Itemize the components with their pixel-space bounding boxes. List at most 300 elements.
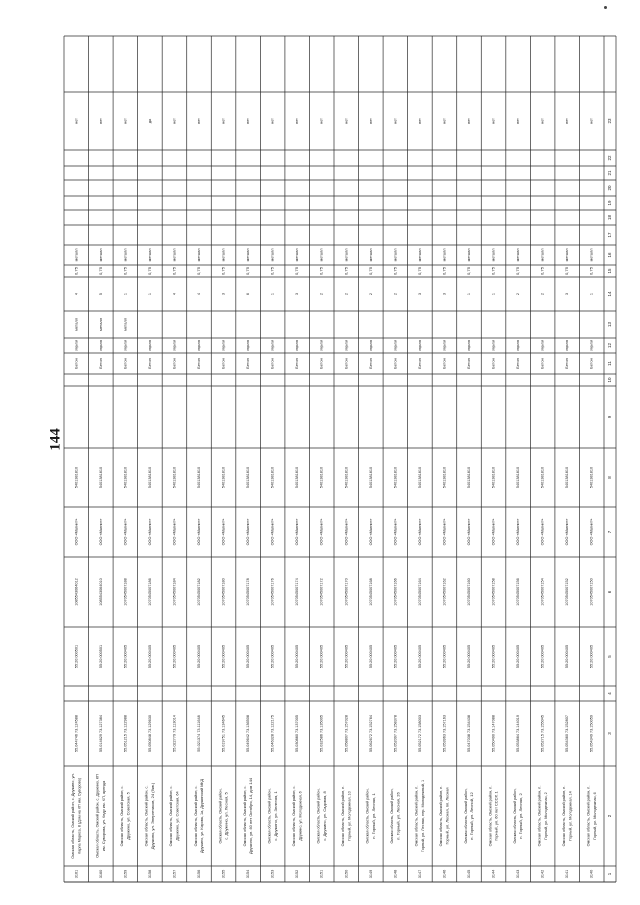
table-cell: нет	[319, 118, 324, 124]
table-cell: открытая	[393, 334, 398, 351]
table-cell: ООО «Магнит»	[368, 518, 373, 546]
table-cell: нет	[442, 118, 447, 124]
address-cell: Дружино, ул. Энергетиков, 24 (9кв.)	[151, 790, 156, 850]
table-cell: нет	[589, 118, 594, 124]
table-cell: 1070545007188	[123, 578, 128, 606]
table-cell: ООО «Магнит»	[540, 518, 545, 546]
table-cell: металл	[516, 248, 521, 262]
column-header: 13	[607, 321, 613, 328]
table-cell: 5401381810	[147, 466, 152, 489]
address-cell: Омская область, Омский район, с.	[291, 789, 296, 847]
table-cell: нет	[417, 118, 422, 124]
table-cell: открытая	[442, 334, 447, 351]
table-cell: открытая	[344, 334, 349, 351]
table-cell: Бетон	[319, 358, 324, 369]
table-cell: 0,75	[221, 267, 226, 275]
table-cell: 55:20:000405	[246, 644, 251, 669]
table-cell: 0,75	[491, 267, 496, 275]
table-cell: 1070545007170	[344, 578, 349, 606]
table-cell: 3142	[540, 869, 545, 879]
table-cell: ООО «Магнит»	[270, 518, 275, 546]
address-cell: Омская область, Омский район, с.	[242, 789, 247, 847]
table-cell: Бетон	[589, 358, 594, 369]
address-cell: п. Горный, ул. Лесная, 2	[519, 798, 524, 839]
table-cell: металл	[74, 318, 79, 331]
table-cell: 55.050490 73.147088	[491, 715, 496, 752]
table-cell: 1070545007152	[565, 578, 570, 606]
table-cell: 5401381810	[123, 466, 128, 489]
address-cell: Омская область, Омский район,	[218, 789, 223, 844]
table-cell: нет	[246, 118, 251, 124]
table-cell: 3148	[393, 869, 398, 879]
page-number: 144	[47, 428, 64, 451]
table-grid	[64, 36, 616, 882]
table-cell: 55.022779 73.113014	[172, 715, 177, 752]
table-cell: 3143	[516, 869, 521, 879]
table-cell: 0,75	[98, 267, 103, 275]
table-cell: 0,75	[172, 267, 177, 275]
table-cell: 55.049642 73.136508	[246, 715, 251, 752]
table-cell: 55.050848 73.129630	[147, 715, 152, 752]
table-cell: 1	[147, 292, 152, 296]
column-header: 8	[607, 476, 613, 479]
table-cell: 1	[491, 292, 496, 296]
table-cell: 0,75	[197, 267, 201, 275]
table-cell: ООО «Магнит»	[221, 518, 226, 546]
table-cell: Бетон	[246, 358, 251, 369]
table-cell: 0,75	[246, 267, 251, 275]
table-cell: ООО «Магнит»	[589, 518, 594, 546]
address-cell: Дружино, ул. 60 лет Октября, 14, дом 144	[249, 784, 254, 854]
column-header: 20	[607, 185, 613, 191]
table-cell: 55.032586 73.135005	[319, 715, 324, 752]
table-cell: 3	[221, 292, 226, 296]
table-cell: открытая	[197, 334, 201, 351]
table-cell: 2	[319, 292, 324, 296]
table-cell: металл	[221, 248, 226, 262]
table-cell: ООО «Магнит»	[147, 518, 152, 546]
table-cell: 0,75	[540, 267, 545, 275]
table-cell: открытая	[565, 334, 570, 351]
table-cell: нет	[197, 118, 201, 124]
column-header: 6	[607, 590, 613, 594]
column-header: 17	[607, 232, 613, 238]
table-cell: 5401381810	[442, 466, 447, 489]
table-cell: 2	[368, 292, 373, 296]
table-cell: 1070545007186	[147, 578, 152, 606]
table-cell: 55:20:000405	[221, 644, 226, 669]
table-cell: 5401381810	[516, 466, 521, 489]
table-cell: 5401381810	[221, 466, 226, 489]
table-cell: 3	[565, 292, 570, 296]
table-cell: Бетон	[172, 358, 177, 369]
table-cell: Бетон	[540, 358, 545, 369]
table-cell: Бетон	[295, 358, 300, 369]
table-cell: 55.014629 73.127384	[98, 715, 103, 752]
table-cell: открытая	[147, 334, 152, 351]
table-cell: 5401381810	[467, 466, 471, 489]
address-cell: Горный, ул. Молодежная, 14	[568, 793, 573, 841]
address-cell: Горный, ул. Молодежная, 6	[592, 794, 597, 840]
table-cell: Бетон	[417, 358, 422, 369]
table-cell: нет	[516, 118, 521, 124]
table-cell: ООО «Магнит»	[467, 518, 471, 546]
table-cell: 55.019751 73.134645	[221, 715, 226, 752]
table-cell: 55:20:000405	[270, 644, 275, 669]
table-cell: 5401381810	[417, 466, 422, 489]
address-cell: с. Дружино, ул. Садовая, 8	[322, 795, 327, 841]
table-cell: металл	[98, 248, 103, 262]
table-cell: 55.062672 73.152764	[368, 715, 373, 752]
table-cell: ООО «Магнит»	[98, 518, 103, 546]
table-cell: открытая	[491, 334, 496, 351]
table-cell: Бетон	[491, 358, 496, 369]
table-cell: 3159	[123, 869, 128, 879]
table-cell: 3144	[491, 869, 496, 879]
table-cell: 55:20:000405	[172, 644, 177, 669]
table-cell: 0,75	[270, 267, 275, 275]
table-cell: 55:20:000405	[467, 644, 471, 669]
table-cell: 4	[172, 292, 177, 296]
table-cell: 3154	[246, 869, 251, 879]
table-cell: 1070545007180	[221, 578, 226, 606]
table-cell: нет	[540, 118, 545, 124]
table-cell: металл	[319, 248, 324, 262]
address-cell: Дружино, ул. Кирова, 1а, Дружинский МКД	[200, 782, 205, 854]
table-cell: 55:20:000405	[589, 644, 594, 669]
table-cell: ООО «Магнит»	[417, 518, 422, 546]
table-cell: открытая	[589, 334, 594, 351]
table-cell: 5401381810	[540, 466, 545, 489]
table-cell: 5401381810	[270, 466, 275, 489]
address-cell: Горный, ул. Молодежная, 2	[543, 794, 548, 840]
table-cell: 5401381810	[197, 466, 201, 489]
table-cell: 55:20:000405	[393, 644, 398, 669]
table-cell: металл	[368, 248, 373, 262]
table-cell: открытая	[246, 334, 251, 351]
table-cell: 1070545007150	[589, 578, 594, 606]
address-cell: Омская область, Омский район, с. Дружино, КП	[95, 778, 100, 858]
table-cell: 5401381810	[172, 466, 177, 489]
table-cell: 55.053963 73.157163	[442, 715, 447, 752]
address-cell: Омская область, Омский район,	[365, 789, 370, 844]
table-cell: 55.052097 73.158378	[393, 715, 398, 752]
table-cell: металл	[589, 248, 594, 262]
table-cell: открытая	[172, 334, 177, 351]
table-cell: 0,75	[516, 267, 521, 275]
table-cell: 1070545007158	[491, 578, 496, 606]
column-header: 16	[607, 252, 613, 258]
table-cell: ООО «Магнит»	[123, 518, 128, 546]
table-cell: нет	[172, 118, 177, 124]
table-cell: 3149	[368, 869, 373, 879]
table-cell: ООО «Магнит»	[393, 518, 398, 546]
table-cell: открытая	[319, 334, 324, 351]
table-cell: 55:20:000405	[147, 644, 152, 669]
address-cell: Горный, ул. Лесная, пер. Молодежный, 1	[421, 783, 426, 853]
table-cell: ООО «Магнит»	[74, 518, 79, 546]
table-cell: металл	[74, 248, 79, 262]
table-cell: 2	[540, 292, 545, 296]
table-cell: 55.052172 73.158003	[417, 715, 422, 752]
table-cell: нет	[98, 118, 103, 124]
table-cell: 3141	[565, 869, 570, 879]
table-cell: 5401381810	[491, 466, 496, 489]
address-cell: Омская область, Омский район, п.	[439, 788, 444, 847]
table-cell: 1070545007162	[442, 578, 447, 606]
table-cell: 55.054360 73.152807	[565, 715, 570, 752]
table-cell: 55:20:000405	[319, 644, 324, 669]
table-cell: 3147	[417, 869, 422, 879]
address-cell: п. Горный, ул. Лесной, 12	[470, 797, 475, 840]
table-cell: 1070545007160	[467, 578, 471, 606]
table-cell: 0,75	[295, 267, 300, 275]
address-cell: им. Суворова, ул. Кедр им. КП, аренда	[101, 786, 106, 852]
table-cell: 5401381810	[368, 466, 373, 489]
table-cell: 3158	[147, 869, 152, 879]
address-cell: Омская область, Омский район,	[316, 789, 321, 844]
column-header: 10	[607, 377, 613, 383]
table-cell: 1070545007154	[540, 578, 545, 606]
table-cell: открытая	[98, 334, 103, 351]
table-cell: 3160	[98, 869, 103, 879]
column-header: 22	[607, 155, 613, 161]
table-cell: 3155	[221, 869, 226, 879]
table-cell: 0,75	[123, 267, 128, 275]
table-cell: 0,75	[393, 267, 398, 275]
table-cell: 0,75	[442, 267, 447, 275]
table-cell: 3	[417, 292, 422, 296]
table-cell: 55:20:000405	[565, 644, 570, 669]
table-cell: 5	[98, 292, 103, 296]
table-cell: 3140	[589, 869, 594, 879]
table-cell: нет	[393, 118, 398, 124]
column-header: 19	[607, 200, 613, 206]
address-cell: Омская область, Омский район, п.	[488, 788, 493, 847]
column-header: 12	[607, 342, 613, 349]
table-cell: 55:20:000405	[344, 644, 349, 669]
table-cell: металл	[270, 248, 275, 262]
table-cell: металл	[172, 248, 177, 262]
table-cells	[71, 118, 612, 878]
table-cell: Бетон	[442, 358, 447, 369]
table-cell: Бетон	[344, 358, 349, 369]
table-cell: 55.051215 73.122988	[123, 715, 128, 752]
table-cell: нет	[467, 118, 471, 124]
table-cell: Бетон	[98, 358, 103, 369]
table-cell: металл	[344, 248, 349, 262]
table-cell: металл	[123, 248, 128, 262]
column-header: 11	[607, 361, 613, 366]
table-cell: 0,75	[467, 267, 471, 275]
table-cell: 5401381810	[565, 466, 570, 489]
table-cell: 1	[123, 292, 128, 296]
table-cell: 1	[589, 292, 594, 296]
table-cell: 1085543064012	[74, 578, 79, 606]
table-cell: Бетон	[123, 358, 128, 369]
table-cell: открытая	[368, 334, 373, 351]
table-cell: Бетон	[147, 358, 152, 369]
table-cell: 3151	[319, 869, 324, 879]
table-cell: 3145	[467, 869, 471, 879]
table-cell: нет	[491, 118, 496, 124]
table-cell: 5401381810	[98, 466, 103, 489]
column-header: 7	[607, 530, 613, 534]
table-cell: 3146	[442, 869, 447, 879]
address-cell: Дружино, ул. Советская, 64	[175, 794, 180, 841]
address-cell: Омская область, Омский район, п.	[561, 788, 566, 847]
table-cell: 1070545007156	[516, 578, 521, 606]
table-cell: 55.021374 73.111648	[197, 715, 201, 752]
table-cell: 3152	[295, 869, 300, 879]
column-header: 21	[607, 170, 613, 176]
column-header: 9	[607, 415, 613, 419]
table-cell: 55:20:000501	[98, 644, 103, 669]
table-cell: нет	[270, 118, 275, 124]
table-cell: Бетон	[516, 358, 521, 369]
table-cell: 1070545007164	[417, 578, 422, 606]
table-cell: 55:20:000405	[368, 644, 373, 669]
address-cell: Омская область, Омский район,	[267, 789, 272, 844]
table-cell: металл	[417, 248, 422, 262]
table-cell: открытая	[295, 334, 300, 351]
table-cell: нет	[74, 118, 79, 124]
table-cell: 0,75	[565, 267, 570, 275]
table-cell: металл	[147, 248, 152, 262]
address-cell: Дружино, ул. Молодежная, 6	[298, 792, 303, 841]
table-cell: 55.054349 73.150059	[589, 715, 594, 752]
table-cell: 5401381810	[344, 466, 349, 489]
table-cell: нет	[123, 118, 128, 124]
table-cell: 1085543064010	[98, 578, 103, 606]
table-cell: Бетон	[565, 358, 570, 369]
table-cell: ООО «Магнит»	[319, 518, 324, 546]
address-cell: Карла Маркса, 8 (Дом на КП им. Суворова)	[77, 781, 82, 854]
table-cell: металл	[123, 318, 128, 331]
column-header: 5	[607, 655, 613, 658]
table-cell: 55.047038 73.154438	[467, 715, 471, 752]
table-cell: 3156	[197, 869, 201, 879]
table-cell: 1070545007182	[197, 578, 201, 606]
table-cell: да	[147, 118, 152, 124]
table-cell: металл	[442, 248, 447, 262]
address-cell: Омская область, Омский район, п.	[341, 788, 346, 847]
address-cell: Омская область, Омский район, п.	[537, 788, 542, 847]
column-header: 23	[607, 118, 613, 124]
table-cell: 0,75	[417, 267, 422, 275]
column-header: 18	[607, 214, 613, 221]
table-cell: Бетон	[74, 358, 79, 369]
table-cell: открытая	[540, 334, 545, 351]
table-cell: ООО «Магнит»	[172, 518, 177, 546]
column-header: 14	[607, 291, 613, 297]
table-cell: 0,75	[74, 267, 79, 275]
table-cell: 0,75	[368, 267, 373, 275]
table-cell: 5401381810	[589, 466, 594, 489]
table-cell: 55:20:000405	[516, 644, 521, 669]
table-cell: 55:20:000405	[442, 644, 447, 669]
table-cell: ООО «Магнит»	[565, 518, 570, 546]
table-cell: открытая	[467, 334, 471, 351]
table-cell: 3157	[172, 869, 177, 879]
table-cell: металл	[491, 248, 496, 262]
table-cell: нет	[368, 118, 373, 124]
table-cell: открытая	[74, 334, 79, 351]
table-cell: 55.052715 73.155045	[540, 715, 545, 752]
table-cell: 55.046328 73.122175	[270, 715, 275, 752]
table-cell: Бетон	[368, 358, 373, 369]
table-cell: ООО «Магнит»	[344, 518, 349, 546]
address-cell: Горный, ул. Лесная, пл. Лесная	[445, 792, 450, 845]
address-cell: с. Дружино, ул. Лесная, 5	[224, 797, 229, 840]
address-cell: Омская область, Омский район,	[463, 789, 468, 844]
table-cell: открытая	[516, 334, 521, 351]
table-cell: 1	[467, 292, 471, 296]
table-cell: 55:20:000405	[295, 644, 300, 669]
table-cell: 3153	[270, 869, 275, 879]
table-cell: открытая	[270, 334, 275, 351]
table-cell: 55.044746 73.124588	[74, 715, 79, 752]
table-cell: 55.053864 73.144019	[516, 715, 521, 752]
table-cell: 3	[442, 292, 447, 296]
address-cell: Омская область, Омский район, п.	[414, 788, 419, 847]
table-cell: 5401381810	[246, 466, 251, 489]
table-cell: Бетон	[221, 358, 226, 369]
table-cell: 5401381810	[393, 466, 398, 489]
table-cell: нет	[221, 118, 226, 124]
table-cell: 3	[295, 292, 300, 296]
table-cell: 5401381810	[74, 466, 79, 489]
table-cell: металл	[393, 248, 398, 262]
column-header: 15	[607, 268, 613, 274]
table-cell: ООО «Магнит»	[516, 518, 521, 546]
table-cell: 1070545007176	[270, 578, 275, 606]
table-cell: 4	[197, 292, 201, 296]
table-cell: открытая	[123, 334, 128, 351]
table-cell: 3150	[344, 869, 349, 879]
table-cell: нет	[295, 118, 300, 124]
table-cell: Бетон	[270, 358, 275, 369]
table-cell: 55.030880 73.137005	[295, 715, 300, 752]
table-cell: Бетон	[467, 358, 471, 369]
table-cell: нет	[344, 118, 349, 124]
table-cell: металл	[197, 248, 201, 262]
table-cell: металл	[295, 248, 300, 262]
address-cell: п. Горный, ул. Лесная, 1	[371, 798, 376, 839]
address-cell: Омская область, Омский район, с. Дружино, ул.	[71, 778, 76, 859]
table-cell: 1070545007166	[393, 578, 398, 606]
table-cell: 2	[344, 292, 349, 296]
address-cell: Горный, ул. Молодежная, 10	[347, 793, 352, 841]
table-cell: 3161	[74, 869, 79, 879]
address-cell: Дружино, ул. Советская, 5	[126, 795, 131, 840]
address-cell: Омская область, Омский район, п.	[586, 788, 591, 847]
table-cell: открытая	[417, 334, 422, 351]
table-cell: металл	[98, 318, 103, 331]
table-cell: ООО «Магнит»	[246, 518, 251, 546]
table-cell: 55.058807 73.157028	[344, 715, 349, 752]
table-cell: 0,75	[344, 267, 349, 275]
table-cell: 55:20:000405	[417, 644, 422, 669]
address-cell: Омская область, Омский район, с.	[120, 789, 125, 847]
column-header: 4	[607, 692, 613, 695]
table-cell: Бетон	[197, 358, 201, 369]
table-cell: 5401381810	[295, 466, 300, 489]
table-cell: металл	[565, 248, 570, 262]
table-cell: 55:20:000405	[197, 644, 201, 669]
table-cell: металл	[467, 248, 471, 262]
table-cell: 55:20:000405	[540, 644, 545, 669]
